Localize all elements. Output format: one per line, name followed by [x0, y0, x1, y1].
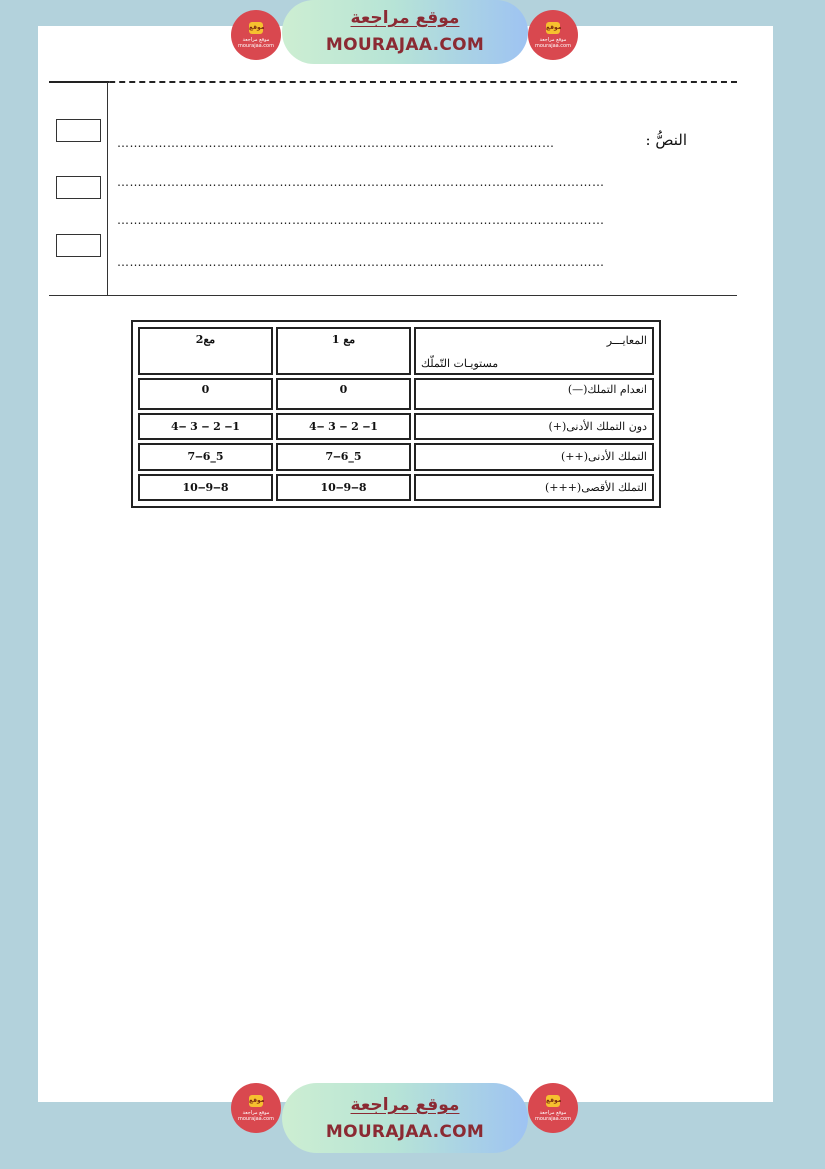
logo-text: موقع مراجعة mourajaa.com	[237, 1110, 274, 1122]
m2-cell: 5_6‒7	[138, 443, 273, 470]
logo-badge: موقع	[249, 1095, 263, 1107]
m1-cell: 1‒ 2 ‒ 3 ‒4	[276, 413, 411, 440]
levels-label: مستويـات التّملّك	[421, 357, 499, 370]
site-logo-icon	[528, 1083, 578, 1133]
logo-text: موقع مراجعة mourajaa.com	[237, 37, 274, 49]
answer-line[interactable]: ………………………………………………………………………………………………………	[117, 213, 605, 227]
logo-badge: موقع	[546, 1095, 560, 1107]
site-logo-icon	[528, 10, 578, 60]
logo-text: موقع مراجعة mourajaa.com	[534, 1110, 571, 1122]
score-box[interactable]	[56, 119, 101, 142]
site-banner-bottom[interactable]	[282, 1083, 528, 1153]
site-banner-top[interactable]	[282, 0, 528, 64]
section-label: النصُّ :	[645, 131, 687, 149]
answer-line[interactable]: ………………………………………………………………………………………………………	[117, 175, 605, 189]
section-bottom-rule	[49, 295, 737, 296]
cut-line	[49, 81, 737, 83]
score-column-divider	[107, 82, 108, 296]
score-box[interactable]	[56, 234, 101, 257]
table-row	[138, 378, 654, 410]
table-row	[138, 474, 654, 501]
table-row	[138, 443, 654, 470]
m2-cell: 8‒9‒10	[138, 474, 273, 501]
m2-cell: 1‒ 2 ‒ 3 ‒4	[138, 413, 273, 440]
criteria-table	[131, 320, 661, 508]
level-cell: دون التملك الأدنى(+)	[414, 413, 654, 440]
m1-cell: 8‒9‒10	[276, 474, 411, 501]
site-logo-icon	[231, 10, 281, 60]
logo-badge: موقع	[546, 22, 560, 34]
site-logo-icon	[231, 1083, 281, 1133]
m1-cell: 0	[276, 378, 411, 410]
banner-arabic-title: موقع مراجعة	[350, 1095, 460, 1115]
cut-line-solid	[49, 81, 109, 83]
level-cell: التملك الأدنى(++)	[414, 443, 654, 470]
header-col-m2: مع2	[138, 327, 273, 375]
table-header-row	[138, 327, 654, 375]
criteria-label: المعايـــر	[606, 334, 647, 347]
score-box[interactable]	[56, 176, 101, 199]
header-criteria-cell	[414, 327, 654, 375]
banner-arabic-title: موقع مراجعة	[350, 8, 460, 28]
logo-text: موقع مراجعة mourajaa.com	[534, 37, 571, 49]
table-row	[138, 413, 654, 440]
logo-badge: موقع	[249, 22, 263, 34]
level-cell: التملك الأقصى(+++)	[414, 474, 654, 501]
header-col-m1: مع 1	[276, 327, 411, 375]
level-cell: انعدام التملك(—)	[414, 378, 654, 410]
banner-latin-title: MOURAJAA.COM	[325, 35, 485, 55]
m1-cell: 5_6‒7	[276, 443, 411, 470]
banner-latin-title: MOURAJAA.COM	[325, 1122, 485, 1142]
answer-line[interactable]: ………………………………………………………………………………………………………	[117, 255, 605, 269]
m2-cell: 0	[138, 378, 273, 410]
answer-line[interactable]: ……………………………………………………………………………………………	[117, 136, 555, 150]
